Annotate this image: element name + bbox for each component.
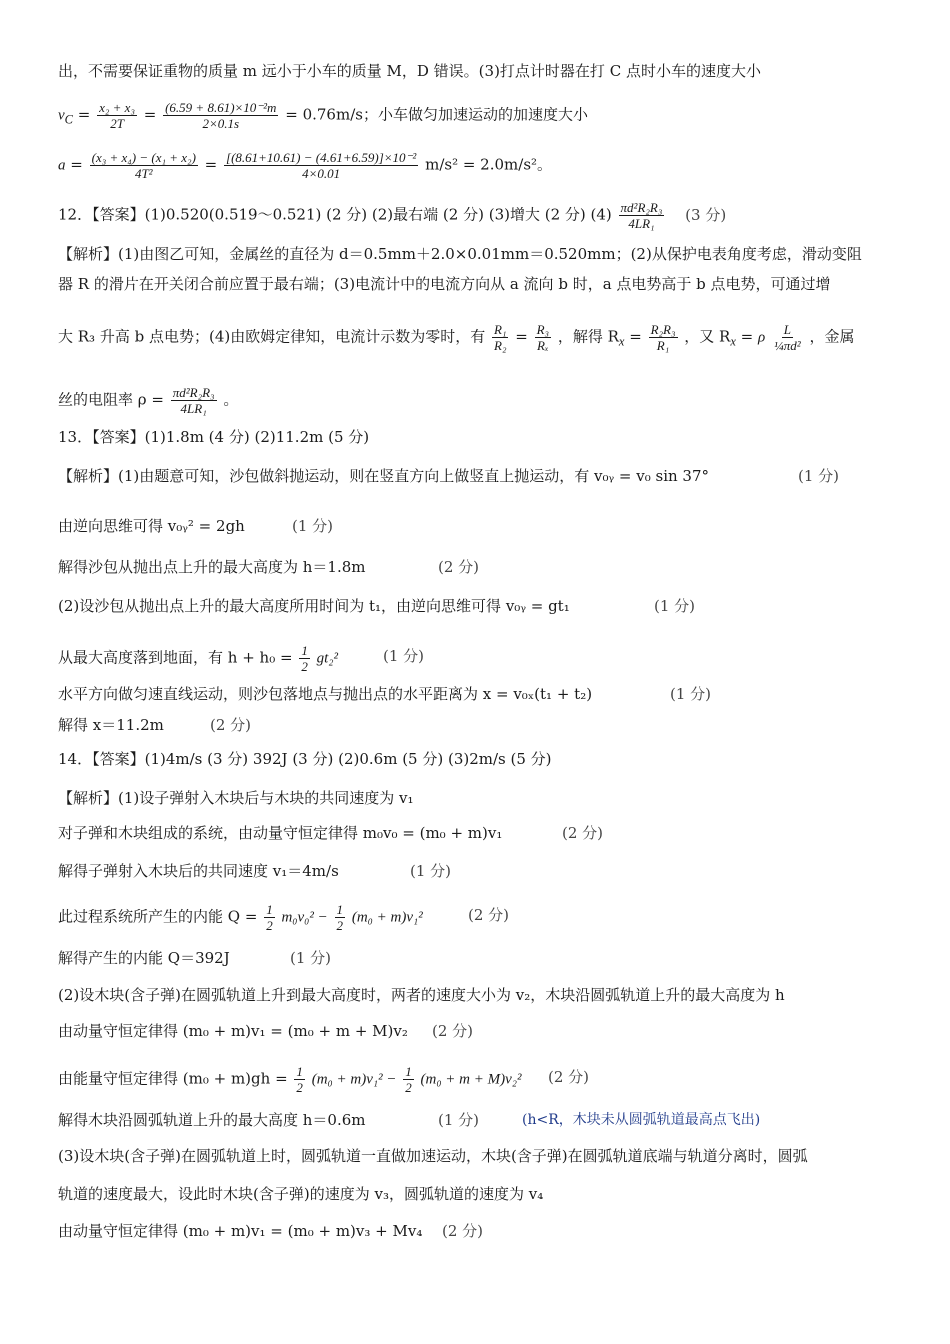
score-20: (1 分) <box>410 862 452 880</box>
score-21: (2 分) <box>468 906 510 924</box>
line-09: 13．【答案】(1)1.8m (4 分) (2)11.2m (5 分) <box>58 428 370 446</box>
score-13: (1 分) <box>654 597 696 615</box>
line-20: 解得子弹射入木块后的共同速度 v₁＝4m/s <box>58 862 339 880</box>
score-22: (1 分) <box>290 949 332 967</box>
score-14: (1 分) <box>383 647 425 665</box>
line-25: 由能量守恒定律得 (m₀ + m)gh = $\frac{1}{2}$ (m₀ + m)v₁² − $\frac{1}{2}$ (m₀ + m + M)v₂² <box>58 1064 522 1095</box>
line-04: 12．【答案】(1)0.520(0.519～0.521) (2 分) (2)最右端 (2 分) (3)增大 (2 分) (4) $\frac{\text{πd²R₂R₃}}{\text{4LR₁}}$ (3 分) <box>58 200 727 231</box>
line-12: 解得沙包从抛出点上升的最大高度为 h＝1.8m <box>58 558 366 576</box>
line-05: 【解析】(1)由图乙可知，金属丝的直径为 d＝0.5mm＋2.0×0.01mm＝0.520mm；(2)从保护电表角度考虑，滑动变阻 <box>58 245 862 263</box>
line-16: 解得 x＝11.2m <box>58 716 164 734</box>
line-13: (2)设沙包从抛出点上升的最大高度所用时间为 t₁，由逆向思维可得 v₀ᵧ = gt₁ <box>58 597 570 615</box>
vc2-frac: $\frac{\text{(6.59 + 8.61)×10⁻²m}}{2\times 0.1s}$ <box>165 100 277 131</box>
line-17: 14．【答案】(1)4m/s (3 分) 392J (3 分) (2)0.6m (5 分) (3)2m/s (5 分) <box>58 750 552 768</box>
line-18: 【解析】(1)设子弹射入木块后与木块的共同速度为 v₁ <box>58 789 414 807</box>
line-10: 【解析】(1)由题意可知，沙包做斜抛运动，则在竖直方向上做竖直上抛运动，有 v₀ᵧ = v₀ sin 37° <box>58 467 710 485</box>
line-21: 此过程系统所产生的内能 Q = $\frac{1}{2}$ m₀v₀² − $\frac{1}{2}$ (m₀ + m)v₁² <box>58 902 423 933</box>
line-11: 由逆向思维可得 v₀ᵧ² = 2gh <box>58 517 245 535</box>
score-24: (2 分) <box>432 1022 474 1040</box>
score-10: (1 分) <box>798 467 840 485</box>
rho-frac-12: $\frac{\text{πd²R₂R₃}}{\text{4LR₁}}$ <box>620 200 663 231</box>
score-19: (2 分) <box>562 824 604 842</box>
score-29: (2 分) <box>442 1222 484 1240</box>
line-27: (3)设木块(含子弹)在圆弧轨道上时，圆弧轨道一直做加速运动，木块(含子弹)在圆弧轨道底端与轨道分离时，圆弧 <box>58 1147 808 1165</box>
line-29: 由动量守恒定律得 (m₀ + m)v₁ = (m₀ + m)v₃ + Mv₄ <box>58 1222 423 1240</box>
line-19: 对子弹和木块组成的系统，由动量守恒定律得 m₀v₀ = (m₀ + m)v₁ <box>58 824 503 842</box>
line-08: 丝的电阻率 ρ = $\frac{\text{πd²R₂R₃}}{\text{4LR₁}}$ 。 <box>58 385 239 416</box>
line-03: a = $\frac{\text{(x₃ + x₄) − (x₁ + x₂)}}{\text{4T²}}$ = $\frac{\text{[(8.61+10.61) − (4.61+6.59)]×10⁻²}}{4\times 0.01}$ m/s² = 2.0m/s²。 <box>58 150 553 181</box>
line-02: $v_C$ = $\frac{\text{x₂ + x₃}}{2T}$ = $\frac{\text{(6.59 + 8.61)×10⁻²m}}{2\times 0.1s}$ = 0.76m/s；小车做匀加速运动的加速度大小 <box>58 100 588 131</box>
line-26: 解得木块沿圆弧轨道上升的最大高度 h＝0.6m <box>58 1111 366 1129</box>
score-11: (1 分) <box>292 517 334 535</box>
line-14: 从最大高度落到地面，有 h + h₀ = $\frac{1}{2}$ gt₂² <box>58 643 338 674</box>
line-22: 解得产生的内能 Q＝392J <box>58 949 230 967</box>
score-12: (2 分) <box>438 558 480 576</box>
a-frac: $\frac{\text{(x₃ + x₄) − (x₁ + x₂)}}{\text{4T²}}$ <box>91 150 196 181</box>
line-24: 由动量守恒定律得 (m₀ + m)v₁ = (m₀ + m + M)v₂ <box>58 1022 408 1040</box>
score-26: (1 分) <box>438 1111 480 1129</box>
note-26: (h<R，木块未从圆弧轨道最高点飞出) <box>522 1112 761 1128</box>
rho-frac: $\frac{\text{πd²R₂R₃}}{\text{4LR₁}}$ <box>172 385 215 416</box>
line-07: 大 R₃ 升高 b 点电势；(4)由欧姆定律知，电流计示数为零时，有 $\frac{\text{R₁}}{\text{R₂}}$ = $\frac{\text{R₃}}{\text{Rₓ}}$ ，解得 $R_x$ = $\frac{\text{R₂R₃}}{\text{R₁}}$ ，又 $R_x = \rho$ $\frac{L}{\text{¼πd²}}$ ，金属 <box>58 322 855 353</box>
a2-frac: $\frac{\text{[(8.61+10.61) − (4.61+6.59)]×10⁻²}}{4\times 0.01}$ <box>226 150 417 181</box>
score-15: (1 分) <box>670 685 712 703</box>
line-15: 水平方向做匀速直线运动，则沙包落地点与抛出点的水平距离为 x = v₀ₓ(t₁ + t₂) <box>58 685 593 703</box>
score-16: (2 分) <box>210 716 252 734</box>
line-28: 轨道的速度最大，设此时木块(含子弹)的速度为 v₃，圆弧轨道的速度为 v₄ <box>58 1185 544 1203</box>
score-25: (2 分) <box>548 1068 590 1086</box>
line-23: (2)设木块(含子弹)在圆弧轨道上升到最大高度时，两者的速度大小为 v₂，木块沿圆弧轨道上升的最大高度为 h <box>58 986 785 1004</box>
line-01: 出，不需要保证重物的质量 m 远小于小车的质量 M，D 错误。(3)打点计时器在打 C 点时小车的速度大小 <box>58 62 761 80</box>
line-06: 器 R 的滑片在开关闭合前应置于最右端；(3)电流计中的电流方向从 a 流向 b 时，a 点电势高于 b 点电势，可通过增 <box>58 275 831 293</box>
vc-frac: $\frac{\text{x₂ + x₃}}{2T}$ <box>99 100 135 131</box>
